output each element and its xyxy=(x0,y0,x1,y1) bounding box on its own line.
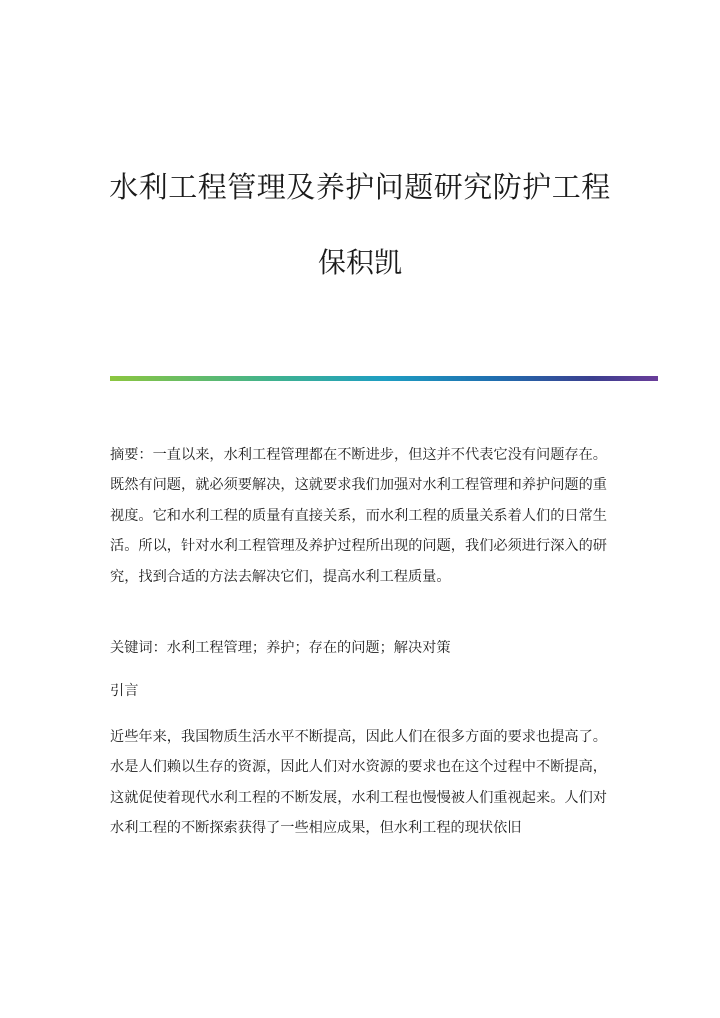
section-heading-introduction: 引言 xyxy=(110,683,139,699)
document-author: 保积凯 xyxy=(317,246,402,279)
abstract-block xyxy=(110,440,607,592)
intro-paragraph: 近些年来，我国物质生活水平不断提高，因此人们在很多方面的要求也提高了。水是人们赖以生存的资源，因此人们对水资源的要求也在这个过程中不断提高，这就促使着现代水利工程的不断发展，水利工程也慢慢被人们重视起来。人们对水利工程的不断探索获得了一些相应成果，但水利工程的现状依旧 xyxy=(110,729,607,837)
keywords-line: 关键词：水利工程管理；养护；存在的问题；解决对策 xyxy=(110,640,451,656)
document-title: 水利工程管理及养护问题研究防护工程 xyxy=(109,170,611,204)
abstract-paragraph: 摘要：一直以来，水利工程管理都在不断进步，但这并不代表它没有问题存在。既然有问题，就必须要解决，这就要求我们加强对水利工程管理和养护问题的重视度。它和水利工程的质量有直接关系，而水利工程的质量关系着人们的日常生活。所以，针对水利工程管理及养护过程所出现的问题，我们必须进行深入的研究，找到合适的方法去解决它们，提高水利工程质量。 xyxy=(110,447,607,585)
title-divider xyxy=(110,376,658,381)
